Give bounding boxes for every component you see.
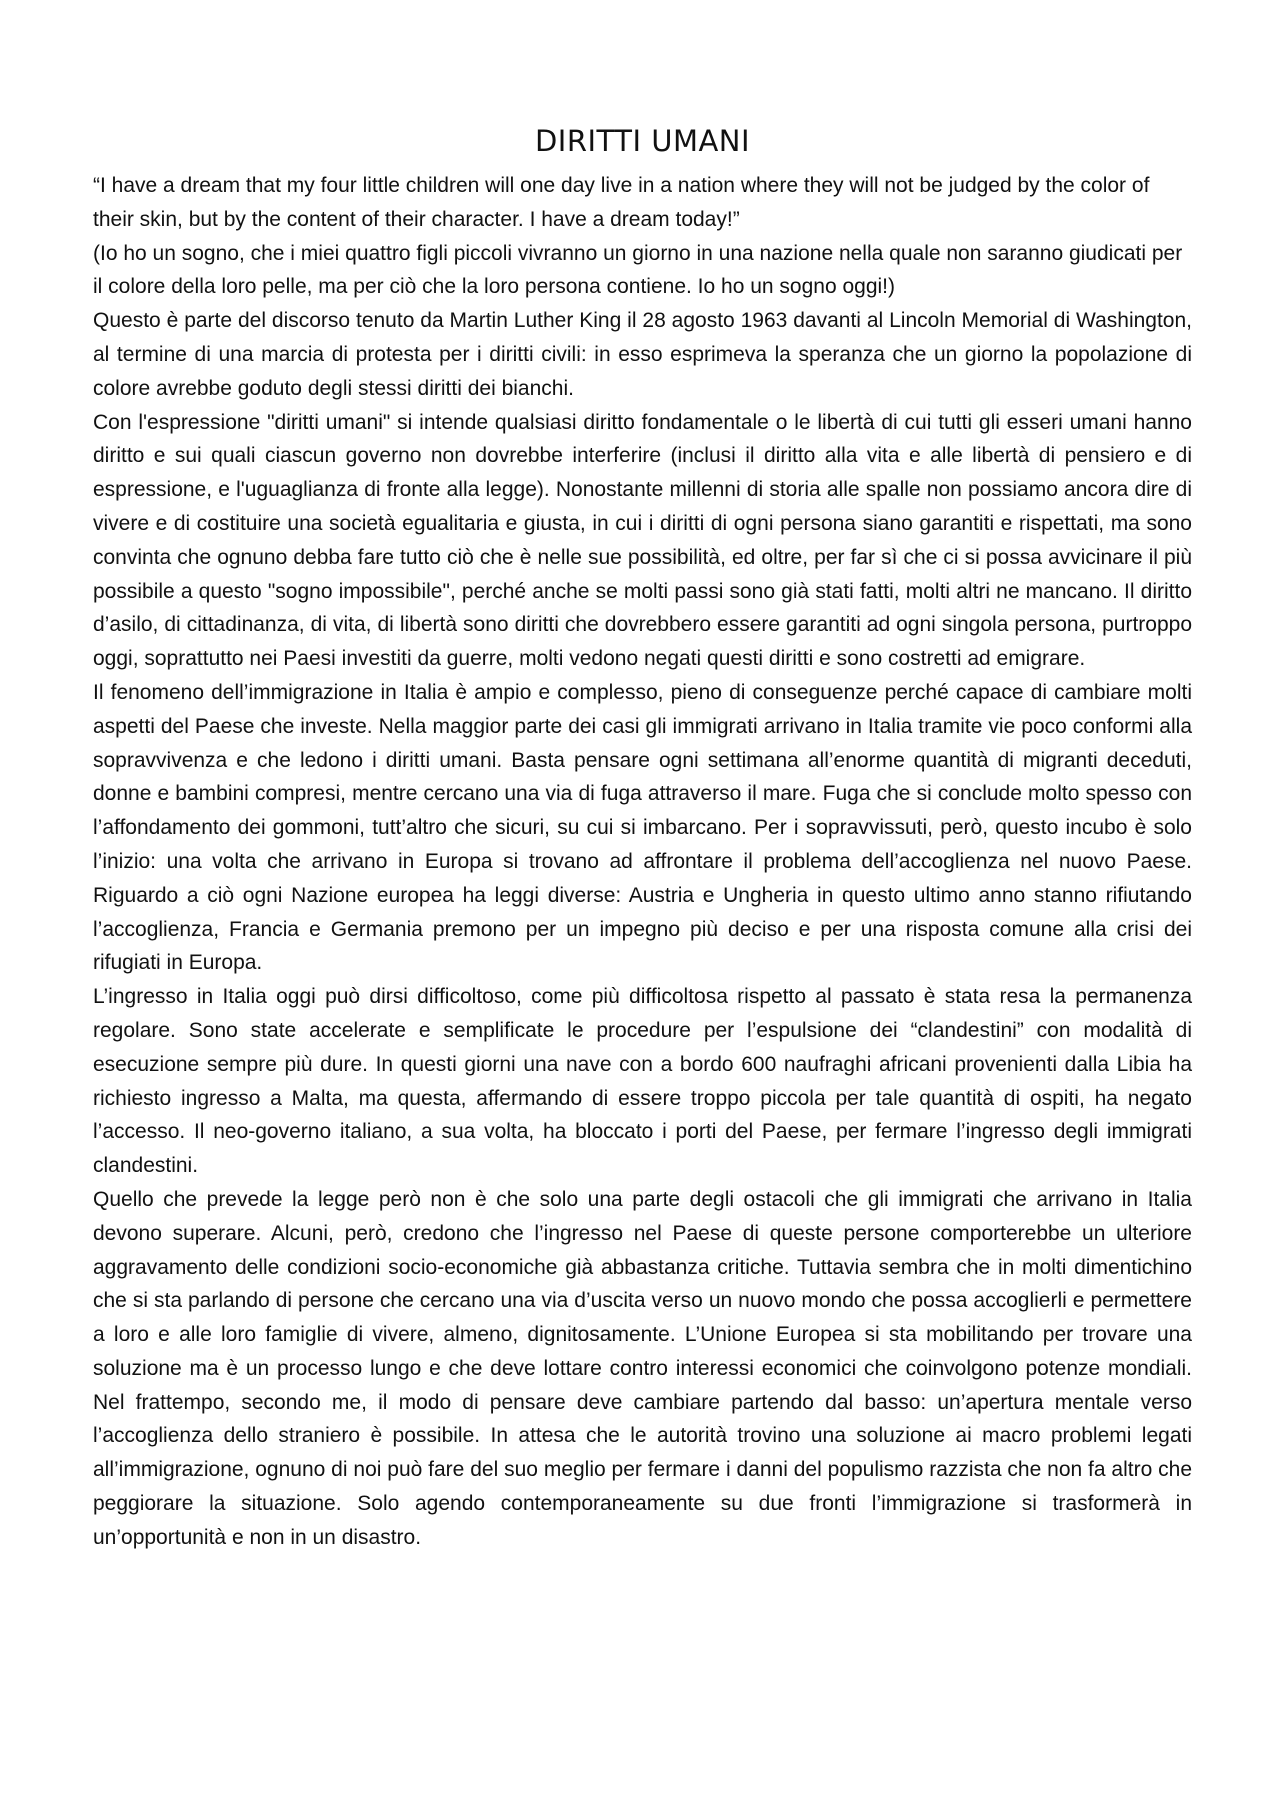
context-paragraph: Questo è parte del discorso tenuto da Martin Luther King il 28 agosto 1963 davanti al Lincoln Memorial di Washington, al termine di una marcia di protesta per i diritti civili: in esso esprimeva la speranza che un giorno la popolazione di colore avrebbe goduto degli stessi diritti dei bianchi. [93,309,1192,400]
conclusion-paragraph: Quello che prevede la legge però non è che solo una parte degli ostacoli che gli immigrati che arrivano in Italia devono superare. Alcuni, però, credono che l’ingresso nel Paese di queste persone comporterebbe un ulteriore aggravamento delle condizioni socio-economiche già abbastanza critiche. Tuttavia sembra che in molti dimentichino che si sta parlando di persone che cercano una via d’uscita verso un nuovo mondo che possa accoglierli e permettere a loro e alle loro famiglie di vivere, almeno, dignitosamente. L’Unione Europea si sta mobilitando per trovare una soluzione ma è un processo lungo e che deve lottare contro interessi economici che coinvolgono potenze mondiali. Nel frattempo, secondo me, il modo di pensare deve cambiare partendo dal basso: un’apertura mentale verso l’accoglienza dello straniero è possibile. In attesa che le autorità trovino una soluzione ai macro problemi legati all’immigrazione, ognuno di noi può fare del suo meglio per fermare i danni del populismo razzista che non fa altro che peggiorare la situazione. Solo agendo contemporaneamente su due fronti l’immigrazione si trasformerà in un’opportunità e non in un disastro. [93,1187,1192,1549]
immigration-paragraph: Il fenomeno dell’immigrazione in Italia è ampio e complesso, pieno di conseguenze perché capace di cambiare molti aspetti del Paese che investe. Nella maggior parte dei casi gli immigrati arrivano in Italia tramite vie poco conformi alla sopravvivenza e che ledono i diritti umani. Basta pensare ogni settimana all’enorme quantità di migranti deceduti, donne e bambini compresi, mentre cercano una via di fuga attraverso il mare. Fuga che si conclude molto spesso con l’affondamento dei gommoni, tutt’altro che sicuri, su cui si imbarcano. Per i sopravvissuti, però, questo incubo è solo l’inizio: una volta che arrivano in Europa si trovano ad affrontare il problema dell’accoglienza nel nuovo Paese. Riguardo a ciò ogni Nazione europea ha leggi diverse: Austria e Ungheria in questo ultimo anno stanno rifiutando l’accoglienza, Francia e Germania premono per un impegno più deciso e per una risposta comune alla crisi dei rifugiati in Europa. [93,680,1192,975]
human-rights-paragraph: Con l'espressione "diritti umani" si intende qualsiasi diritto fondamentale o le libertà di cui tutti gli esseri umani hanno diritto e sui quali ciascun governo non dovrebbe interferire (inclusi il diritto alla vita e alle libertà di pensiero e di espressione, e l'uguaglianza di fronte alla legge). Nonostante millenni di storia alle spalle non possiamo ancora dire di vivere e di costituire una società egualitaria e giusta, in cui i diritti di ogni persona siano garantiti e rispettati, ma sono convinta che ognuno debba fare tutto ciò che è nelle sue possibilità, ed oltre, per far sì che ci si possa avvicinare il più possibile a questo "sogno impossibile", perché anche se molti passi sono già stati fatti, molti altri ne mancano. Il diritto d’asilo, di cittadinanza, di vita, di libertà sono diritti che dovrebbero essere garantiti ad ogni singola persona, purtroppo oggi, soprattutto nei Paesi investiti da guerre, molti vedono negati questi diritti e sono costretti ad emigrare. [93,410,1192,671]
translation-paragraph: (Io ho un sogno, che i miei quattro figli piccoli vivranno un giorno in una nazione nella quale non saranno giudicati per il colore della loro pelle, ma per ciò che la loro persona contiene. Io ho un sogno oggi!) [93,241,1183,299]
quote-paragraph: “I have a dream that my four little children will one day live in a nation where they will not be judged by the color of their skin, but by the content of their character. I have a dream today!” [93,174,1150,231]
document-title: DIRITTI UMANI [534,124,751,158]
entry-italy-paragraph: L’ingresso in Italia oggi può dirsi difficoltoso, come più difficoltosa rispetto al passato è stata resa la permanenza regolare. Sono state accelerate e semplificate le procedure per l’espulsione dei “clandestini” con modalità di esecuzione sempre più dure. In questi giorni una nave con a bordo 600 naufraghi africani provenienti dalla Libia ha richiesto ingresso a Malta, ma questa, affermando di essere troppo piccola per tale quantità di ospiti, ha negato l’accesso. Il neo-governo italiano, a sua volta, ha bloccato i porti del Paese, per fermare l’ingresso degli immigrati clandestini. [93,985,1192,1178]
document-body [93,123,1192,1555]
